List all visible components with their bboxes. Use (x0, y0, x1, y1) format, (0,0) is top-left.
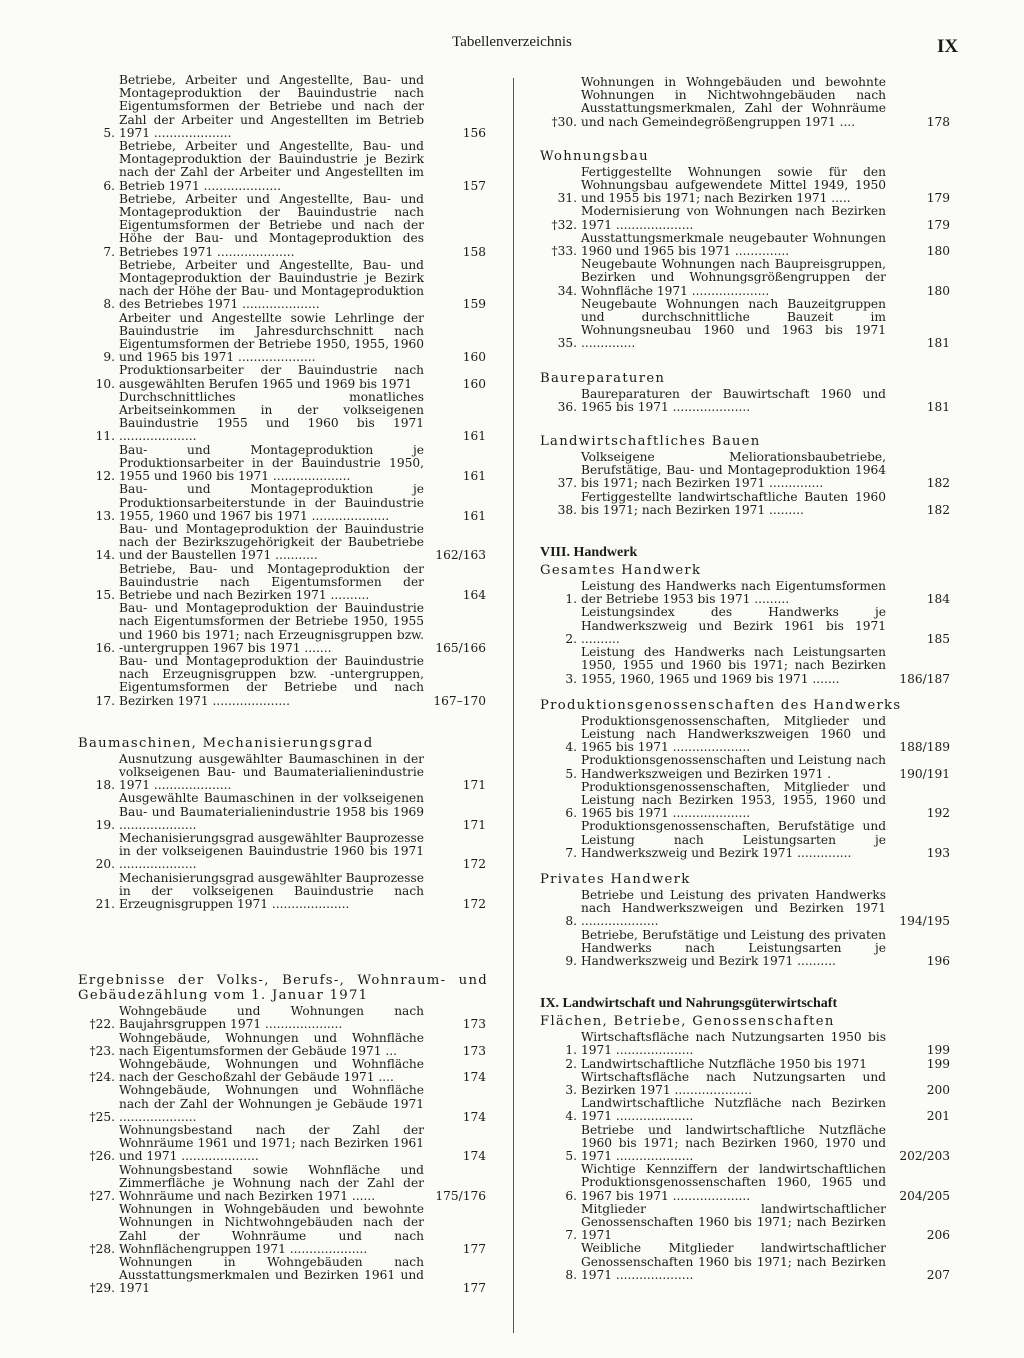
entry-list (78, 74, 488, 708)
toc-entry-page-ref: 188/189 (899, 740, 950, 755)
toc-entry-page-ref: 179 (926, 191, 950, 206)
section-heading: Wohnungsbau (540, 148, 649, 164)
toc-entry (540, 1203, 950, 1243)
entry-list (78, 1005, 488, 1295)
toc-entry-title: Arbeiter und Angestellte sowie Lehrlinge der Bauindustrie im Jahresdurchschnitt nach Eigentumsformen der Betriebe 1950, 1955, 1960 und 1965 bis 1971 .................... (119, 310, 424, 365)
toc-entry-number: 6. (103, 178, 115, 193)
toc-entry (78, 563, 488, 603)
toc-entry-title: Durchschnittliches monatliches Arbeitseinkommen in der volkseigenen Bauindustrie 1955 und 1960 bis 1971 .................... (119, 389, 424, 444)
toc-entry-number: 11. (95, 429, 115, 444)
section-heading: Gesamtes Handwerk (540, 563, 702, 579)
toc-entry-number: 5. (565, 1148, 577, 1163)
toc-entry-title: Wohnungen in Wohngebäuden nach Ausstattungsmerkmalen und Bezirken 1961 und 1971 (119, 1255, 424, 1296)
toc-entry-number: 7. (565, 845, 577, 860)
toc-entry (78, 602, 488, 655)
toc-entry-title: Produktionsgenossenschaften, Berufstätige und Leistung nach Leistungsarten je Handwerkszweig und Bezirk 1971 .............. (581, 819, 886, 860)
toc-entry (540, 889, 950, 929)
toc-entry-number: 5. (565, 766, 577, 781)
toc-entry (540, 298, 950, 351)
toc-entry (78, 792, 488, 832)
entry-list (540, 451, 950, 517)
toc-entry-title: Neugebaute Wohnungen nach Baupreisgruppen, Bezirken und Wohnungsgrößengruppen der Wohnfläche 1971 .................... (581, 257, 886, 298)
toc-entry-title: Leistung des Handwerks nach Eigentumsformen der Betriebe 1953 bis 1971 ......... (581, 579, 886, 607)
toc-entry-title: Bau- und Montageproduktion der Bauindustrie nach Eigentumsformen der Betriebe 1950, 1955 und 1960 bis 1971; nach Erzeugnisgruppen bzw. -untergruppen 1967 bis 1971 ....... (119, 601, 424, 655)
toc-entry-number: 7. (103, 244, 115, 259)
toc-entry (78, 753, 488, 793)
toc-entry (540, 646, 950, 686)
toc-entry-number: 31. (557, 191, 577, 206)
toc-entry-number: 34. (557, 283, 577, 298)
toc-entry-number: 15. (95, 587, 115, 602)
toc-entry (540, 929, 950, 969)
toc-entry (78, 1256, 488, 1296)
toc-entry (540, 820, 950, 860)
toc-entry-number: 20. (95, 857, 115, 872)
toc-entry-number: 10. (95, 376, 115, 391)
toc-entry-page-ref: 182 (926, 502, 950, 517)
toc-entry-page-ref: 156 (462, 125, 486, 140)
toc-entry (78, 391, 488, 444)
toc-entry-number: 3. (565, 1082, 577, 1097)
toc-entry-title: Ausnutzung ausgewählter Baumaschinen in der volkseigenen Bau- und Baumaterialienindustrie 1971 .................... (119, 751, 424, 793)
toc-entry-page-ref: 181 (926, 399, 950, 414)
entry-list (540, 580, 950, 686)
toc-entry-page-ref: 186/187 (899, 671, 950, 686)
toc-entry (78, 483, 488, 523)
toc-entry-title: Betriebe, Berufstätige und Leistung des privaten Handwerks nach Leistungsarten je Handwerkszweig und Bezirk 1971 .......... (581, 927, 886, 968)
toc-entry-title: Wohnungsbestand nach der Zahl der Wohnräume 1961 und 1971; nach Bezirken 1961 und 1971 .................... (119, 1123, 424, 1164)
toc-entry-page-ref: 201 (926, 1109, 950, 1124)
toc-entry-title: Betriebe und Leistung des privaten Handwerks nach Handwerkszweigen und Bezirken 1971 .................... (581, 887, 886, 929)
toc-entry-title: Mitglieder landwirtschaftlicher Genossenschaften 1960 bis 1971; nach Bezirken 1971 (581, 1201, 886, 1243)
toc-entry-page-ref: 206 (926, 1228, 950, 1243)
toc-entry-number: †29. (89, 1281, 115, 1296)
toc-entry (540, 1071, 950, 1097)
toc-entry (540, 781, 950, 821)
toc-entry-title: Wichtige Kennziffern der landwirtschaftlichen Produktionsgenossenschaften 1960, 1965 und 1967 bis 1971 .................... (581, 1162, 886, 1203)
toc-entry-number: 2. (565, 631, 577, 646)
toc-entry-number: †24. (89, 1070, 115, 1085)
toc-entry-number: 8. (103, 297, 115, 312)
toc-entry-title: Baureparaturen der Bauwirtschaft 1960 und 1965 bis 1971 .................... (581, 386, 886, 414)
toc-entry (540, 232, 950, 258)
toc-entry-title: Mechanisierungsgrad ausgewählter Bauprozesse in der volkseigenen Bauindustrie nach Erzeugnisgruppen 1971 .................... (119, 870, 424, 911)
toc-entry-page-ref: 180 (926, 244, 950, 259)
toc-entry-page-ref: 172 (462, 857, 486, 872)
toc-entry-page-ref: 204/205 (899, 1188, 950, 1203)
toc-entry-title: Betriebe, Arbeiter und Angestellte, Bau- und Montageproduktion der Bauindustrie je Bezirk nach der Zahl der Arbeiter und Angestellten im Betrieb 1971 .................... (119, 139, 424, 193)
toc-entry-page-ref: 207 (926, 1267, 950, 1282)
toc-entry-title: Bau- und Montageproduktion je Produktionsarbeiter in der Bauindustrie 1950, 1955 und 1960 bis 1971 .................... (119, 442, 424, 484)
toc-entry (540, 1097, 950, 1123)
toc-entry (78, 1032, 488, 1058)
toc-entry-page-ref: 175/176 (435, 1189, 486, 1204)
toc-entry-page-ref: 165/166 (435, 640, 486, 655)
toc-entry-number: †27. (89, 1189, 115, 1204)
toc-entry (78, 364, 488, 390)
toc-entry-page-ref: 173 (462, 1017, 486, 1032)
toc-entry-title: Betriebe, Arbeiter und Angestellte, Bau- und Montageproduktion der Bauindustrie nach Eigentumsformen der Betriebe und nach der Höhe der Bau- und Montageproduktion des Betriebes 1971 .................... (119, 191, 424, 259)
toc-entry-title: Betriebe, Arbeiter und Angestellte, Bau- und Montageproduktion der Bauindustrie nach Eigentumsformen der Betriebe und nach der Zahl der Arbeiter und Angestellten im Betrieb 1971 .................... (119, 73, 424, 140)
toc-entry (540, 580, 950, 606)
toc-entry (78, 140, 488, 193)
chapter-heading: VIII. Handwerk (540, 545, 638, 561)
toc-entry (78, 74, 488, 140)
left-column (78, 74, 488, 1296)
toc-entry-title: Wohngebäude, Wohnungen und Wohnfläche nach der Zahl der Wohnungen je Gebäude 1971 .................... (119, 1083, 424, 1124)
toc-entry-title: Modernisierung von Wohnungen nach Bezirken 1971 .................... (581, 204, 886, 232)
section-heading: Landwirtschaftliches Bauen (540, 434, 761, 450)
toc-entry-page-ref: 184 (926, 592, 950, 607)
toc-entry-page-ref: 171 (462, 817, 486, 832)
toc-entry-number: 6. (565, 1188, 577, 1203)
toc-entry-title: Produktionsgenossenschaften, Mitglieder und Leistung nach Handwerkszweigen 1960 und 1965 bis 1971 .................... (581, 713, 886, 755)
toc-entry-page-ref: 171 (462, 778, 486, 793)
toc-entry-title: Landwirtschaftliche Nutzfläche 1950 bis 1971 (581, 1056, 867, 1071)
section-heading: Ergebnisse der Volks-, Berufs-, Wohnraum- und Gebäudezählung vom 1. Januar 1971 (78, 973, 488, 1004)
toc-entry (78, 1005, 488, 1031)
toc-entry-title: Bau- und Montageproduktion der Bauindustrie nach Erzeugnisgruppen bzw. -untergruppen, Eigentumsformen der Betriebe und nach Bezirken 1971 .................... (119, 653, 424, 708)
page-number: IX (937, 36, 959, 57)
right-column (540, 76, 950, 1282)
toc-entry-number: 12. (95, 469, 115, 484)
toc-entry-number: 4. (565, 740, 577, 755)
toc-entry (78, 655, 488, 708)
toc-entry-page-ref: 180 (926, 283, 950, 298)
section-heading: Baureparaturen (540, 370, 666, 386)
toc-entry (540, 1242, 950, 1282)
toc-entry-number: †25. (89, 1109, 115, 1124)
toc-entry-title: Leistung des Handwerks nach Leistungsarten 1950, 1955 und 1960 bis 1971; nach Bezirken 1955, 1960, 1965 und 1969 bis 1971 ....... (581, 645, 886, 686)
toc-entry-page-ref: 160 (462, 376, 486, 391)
toc-entry (540, 451, 950, 491)
toc-entry-page-ref: 164 (462, 587, 486, 602)
toc-entry-number: †23. (89, 1043, 115, 1058)
toc-entry (78, 1084, 488, 1124)
toc-entry-title: Ausgewählte Baumaschinen in der volkseigenen Bau- und Baumaterialienindustrie 1958 bis 1969 .................... (119, 791, 424, 832)
toc-entry-title: Mechanisierungsgrad ausgewählter Bauprozesse in der volkseigenen Bauindustrie 1960 bis 1971 .................... (119, 830, 424, 872)
toc-entry-page-ref: 178 (926, 114, 950, 129)
toc-entry-page-ref: 157 (462, 178, 486, 193)
toc-entry-number: 37. (557, 476, 577, 491)
toc-entry (78, 872, 488, 912)
toc-entry-page-ref: 158 (462, 244, 486, 259)
toc-entry-number: †32. (551, 217, 577, 232)
toc-entry-page-ref: 160 (462, 350, 486, 365)
toc-entry-page-ref: 199 (926, 1056, 950, 1071)
toc-entry (78, 1124, 488, 1164)
toc-entry-page-ref: 159 (462, 297, 486, 312)
toc-entry-page-ref: 193 (926, 845, 950, 860)
toc-entry-title: Wohnungsbestand sowie Wohnfläche und Zimmerfläche je Wohnung nach der Zahl der Wohnräume und nach Bezirken 1971 ...... (119, 1162, 424, 1204)
toc-entry-title: Produktionsgenossenschaften, Mitglieder und Leistung nach Bezirken 1953, 1955, 1960 und 1965 bis 1971 .................... (581, 779, 886, 821)
section-heading: Privates Handwerk (540, 871, 691, 887)
toc-entry (540, 76, 950, 129)
toc-entry-title: Wirtschaftsfläche nach Nutzungsarten und Bezirken 1971 .................... (581, 1069, 886, 1097)
toc-entry-number: 36. (557, 399, 577, 414)
toc-entry-page-ref: 177 (462, 1241, 486, 1256)
section-heading: Baumaschinen, Mechanisierungsgrad (78, 735, 374, 751)
entry-list (540, 1031, 950, 1282)
section-heading: Produktionsgenossenschaften des Handwerks (540, 697, 902, 713)
toc-entry-title: Produktionsarbeiter der Bauindustrie nach ausgewählten Berufen 1965 und 1969 bis 1971 (119, 363, 424, 391)
toc-entry-page-ref: 174 (462, 1109, 486, 1124)
running-header-title: Tabellenverzeichnis (452, 34, 572, 50)
toc-entry (78, 259, 488, 312)
toc-entry (540, 754, 950, 780)
toc-entry-number: 19. (95, 817, 115, 832)
toc-entry-number: 9. (103, 350, 115, 365)
toc-entry-title: Wohnungen in Wohngebäuden und bewohnte Wohnungen in Nichtwohngebäuden nach der Zahl der Wohnräume und nach Wohnflächengruppen 1971 .................... (119, 1202, 424, 1256)
toc-entry-number: 7. (565, 1228, 577, 1243)
entry-list (540, 388, 950, 414)
toc-entry-page-ref: 172 (462, 896, 486, 911)
toc-entry-page-ref: 174 (462, 1070, 486, 1085)
entry-list (78, 753, 488, 911)
toc-entry-number: 14. (95, 548, 115, 563)
toc-entry-number: 16. (95, 640, 115, 655)
toc-entry-number: 21. (95, 896, 115, 911)
toc-entry-number: 9. (565, 953, 577, 968)
toc-entry-title: Betriebe, Arbeiter und Angestellte, Bau- und Montageproduktion der Bauindustrie je Bezirk nach der Höhe der Bau- und Montageproduktion des Betriebes 1971 .................... (119, 257, 424, 312)
toc-entry-page-ref: 190/191 (899, 766, 950, 781)
toc-entry-number: 1. (565, 592, 577, 607)
toc-entry-title: Wohnungen in Wohngebäuden und bewohnte Wohnungen in Nichtwohngebäuden nach Ausstattungsmerkmalen, Zahl der Wohnräume und nach Gemeindegrößengruppen 1971 .... (581, 75, 886, 129)
toc-entry (78, 1058, 488, 1084)
toc-entry-page-ref: 182 (926, 476, 950, 491)
toc-entry-page-ref: 192 (926, 806, 950, 821)
toc-entry-number: 13. (95, 508, 115, 523)
toc-entry (540, 1031, 950, 1057)
entry-list (540, 889, 950, 968)
toc-entry-page-ref: 179 (926, 217, 950, 232)
toc-entry-page-ref: 167–170 (433, 693, 486, 708)
toc-entry-page-ref: 194/195 (899, 914, 950, 929)
toc-entry (540, 715, 950, 755)
toc-entry-title: Wohngebäude, Wohnungen und Wohnfläche nach Eigentumsformen der Gebäude 1971 ... (119, 1030, 424, 1058)
toc-entry-page-ref: 161 (462, 508, 486, 523)
toc-entry (540, 606, 950, 646)
entry-list (540, 166, 950, 351)
toc-entry (540, 258, 950, 298)
toc-entry-number: 3. (565, 671, 577, 686)
toc-entry-title: Produktionsgenossenschaften und Leistung nach Handwerkszweigen und Bezirken 1971 . (581, 753, 886, 781)
toc-entry-number: †33. (551, 244, 577, 259)
toc-entry-title: Wohngebäude, Wohnungen und Wohnfläche nach der Geschoßzahl der Gebäude 1971 .... (119, 1057, 424, 1085)
toc-entry (540, 205, 950, 231)
toc-entry-title: Leistungsindex des Handwerks je Handwerkszweig und Bezirk 1961 bis 1971 .......... (581, 605, 886, 646)
toc-entry-number: 6. (565, 806, 577, 821)
toc-entry-page-ref: 162/163 (435, 548, 486, 563)
toc-entry-title: Bau- und Montageproduktion je Produktionsarbeiterstunde in der Bauindustrie 1955, 1960 und 1967 bis 1971 .................... (119, 482, 424, 523)
toc-entry-number: 4. (565, 1109, 577, 1124)
toc-entry-title: Betriebe, Bau- und Montageproduktion der Bauindustrie nach Eigentumsformen der Betriebe und nach Bezirken 1971 .......... (119, 561, 424, 602)
toc-entry (78, 832, 488, 872)
toc-entry-title: Wirtschaftsfläche nach Nutzungsarten 1950 bis 1971 .................... (581, 1030, 886, 1058)
toc-entry-number: 18. (95, 778, 115, 793)
toc-entry-number: †26. (89, 1149, 115, 1164)
toc-entry (78, 312, 488, 365)
toc-entry-number: 5. (103, 125, 115, 140)
toc-entry-number: 38. (557, 502, 577, 517)
toc-entry-page-ref: 202/203 (899, 1148, 950, 1163)
toc-entry-page-ref: 161 (462, 429, 486, 444)
toc-entry (78, 193, 488, 259)
toc-entry-number: 2. (565, 1056, 577, 1071)
toc-entry (78, 1203, 488, 1256)
toc-entry-number: †28. (89, 1241, 115, 1256)
toc-entry-title: Bau- und Montageproduktion der Bauindustrie nach der Bezirkszugehörigkeit der Baubetriebe und der Baustellen 1971 ........... (119, 521, 424, 563)
toc-entry-page-ref: 161 (462, 469, 486, 484)
toc-entry-title: Volkseigene Meliorationsbaubetriebe, Berufstätige, Bau- und Montageproduktion 1964 bis 1971; nach Bezirken 1971 .............. (581, 450, 886, 491)
column-divider (513, 78, 514, 1333)
toc-entry-title: Fertiggestellte landwirtschaftliche Bauten 1960 bis 1971; nach Bezirken 1971 ......... (581, 489, 886, 517)
toc-entry-page-ref: 196 (926, 953, 950, 968)
toc-entry-number: †30. (551, 114, 577, 129)
toc-entry-number: †22. (89, 1017, 115, 1032)
toc-entry-title: Weibliche Mitglieder landwirtschaftlicher Genossenschaften 1960 bis 1971; nach Bezirken 1971 .................... (581, 1241, 886, 1282)
entry-list (540, 715, 950, 860)
toc-entry-number: 35. (557, 336, 577, 351)
toc-entry-number: 8. (565, 1267, 577, 1282)
toc-entry (540, 1058, 950, 1071)
toc-entry-title: Wohngebäude und Wohnungen nach Baujahrsgruppen 1971 .................... (119, 1004, 424, 1032)
toc-entry (78, 1164, 488, 1204)
toc-entry-page-ref: 173 (462, 1043, 486, 1058)
toc-entry-page-ref: 199 (926, 1043, 950, 1058)
toc-entry-number: 1. (565, 1043, 577, 1058)
toc-entry-title: Fertiggestellte Wohnungen sowie für den Wohnungsbau aufgewendete Mittel 1949, 1950 und 1955 bis 1971; nach Bezirken 1971 ..... (581, 164, 886, 206)
toc-entry (540, 166, 950, 206)
toc-entry-title: Neugebaute Wohnungen nach Bauzeitgruppen und durchschnittliche Bauzeit im Wohnungsneubau 1960 und 1963 bis 1971 .............. (581, 296, 886, 351)
toc-entry (540, 1124, 950, 1164)
toc-entry (540, 388, 950, 414)
toc-entry-page-ref: 181 (926, 336, 950, 351)
toc-entry-page-ref: 200 (926, 1082, 950, 1097)
entry-list (540, 76, 950, 129)
chapter-heading: IX. Landwirtschaft und Nahrungsgüterwirtschaft (540, 996, 838, 1012)
toc-entry (540, 491, 950, 517)
toc-entry-number: 17. (95, 693, 115, 708)
toc-entry-title: Betriebe und landwirtschaftliche Nutzfläche 1960 bis 1971; nach Bezirken 1960, 1970 und 1971 .................... (581, 1122, 886, 1163)
toc-entry-page-ref: 185 (926, 631, 950, 646)
toc-entry-title: Ausstattungsmerkmale neugebauter Wohnungen 1960 und 1965 bis 1971 .............. (581, 230, 886, 259)
toc-entry-page-ref: 174 (462, 1149, 486, 1164)
toc-entry (540, 1163, 950, 1203)
toc-entry (78, 444, 488, 484)
toc-entry-number: 8. (565, 914, 577, 929)
section-heading: Flächen, Betriebe, Genossenschaften (540, 1014, 835, 1030)
toc-entry-title: Landwirtschaftliche Nutzfläche nach Bezirken 1971 .................... (581, 1096, 886, 1124)
toc-entry (78, 523, 488, 563)
toc-entry-page-ref: 177 (462, 1281, 486, 1296)
